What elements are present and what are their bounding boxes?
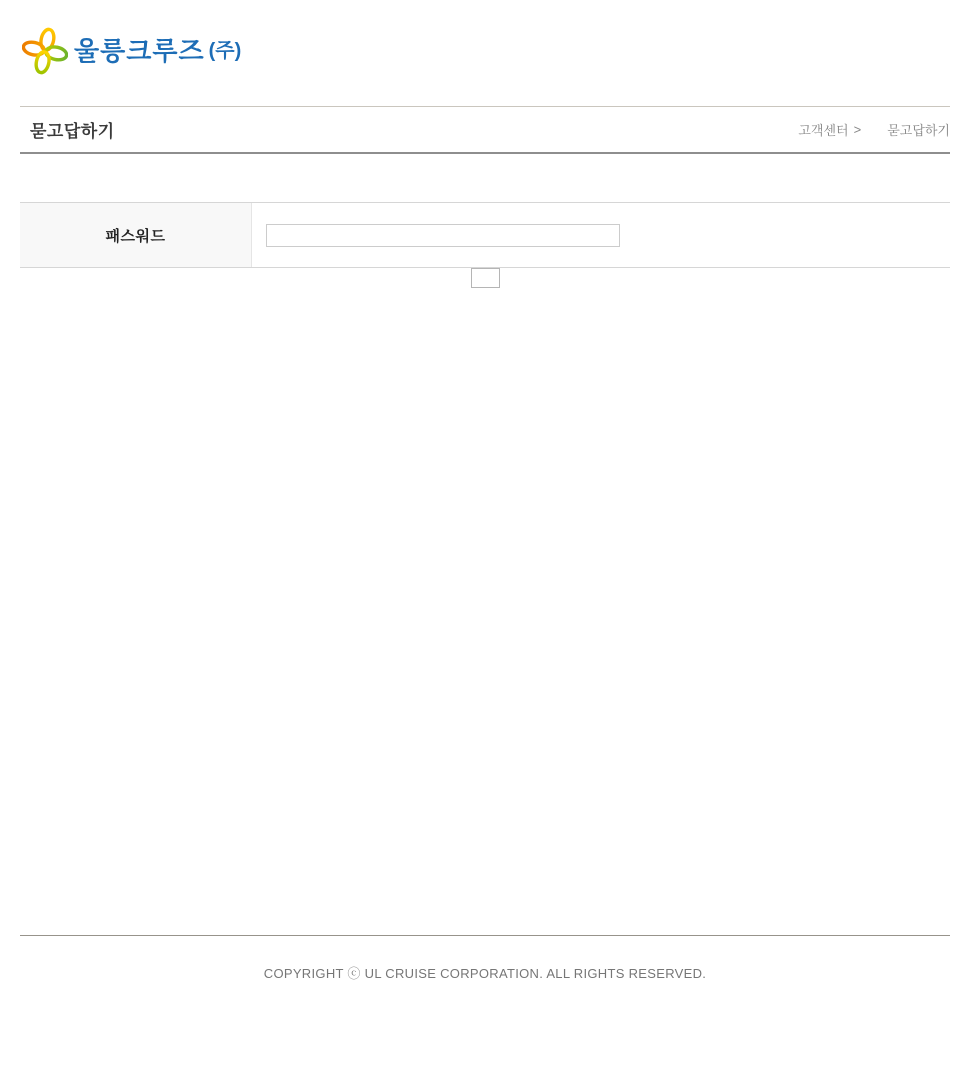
copyright-text: COPYRIGHT ⓒ UL CRUISE CORPORATION. ALL RIGHTS RESERVED.: [263, 966, 707, 981]
pinwheel-flower-icon: [22, 27, 68, 75]
submit-button[interactable]: [471, 268, 500, 288]
submit-row: [20, 268, 950, 292]
breadcrumb-parent[interactable]: 고객센터: [798, 123, 849, 138]
password-field-cell: [252, 203, 950, 267]
breadcrumb: [798, 120, 950, 139]
breadcrumb-current[interactable]: 묻고답하기: [887, 123, 950, 138]
password-label: 패스워드: [20, 203, 252, 267]
site-logo[interactable]: [22, 26, 241, 76]
breadcrumb-separator-icon: >: [853, 122, 862, 137]
logo-company-suffix: (주): [208, 40, 242, 62]
page-title: 묻고답하기: [30, 122, 115, 141]
logo-company-name: 울릉크루즈: [74, 36, 205, 66]
page-titlebar: [20, 106, 950, 154]
page: [0, 26, 970, 292]
footer: [20, 935, 950, 982]
password-input[interactable]: [266, 224, 620, 247]
password-form-table: [20, 202, 950, 268]
